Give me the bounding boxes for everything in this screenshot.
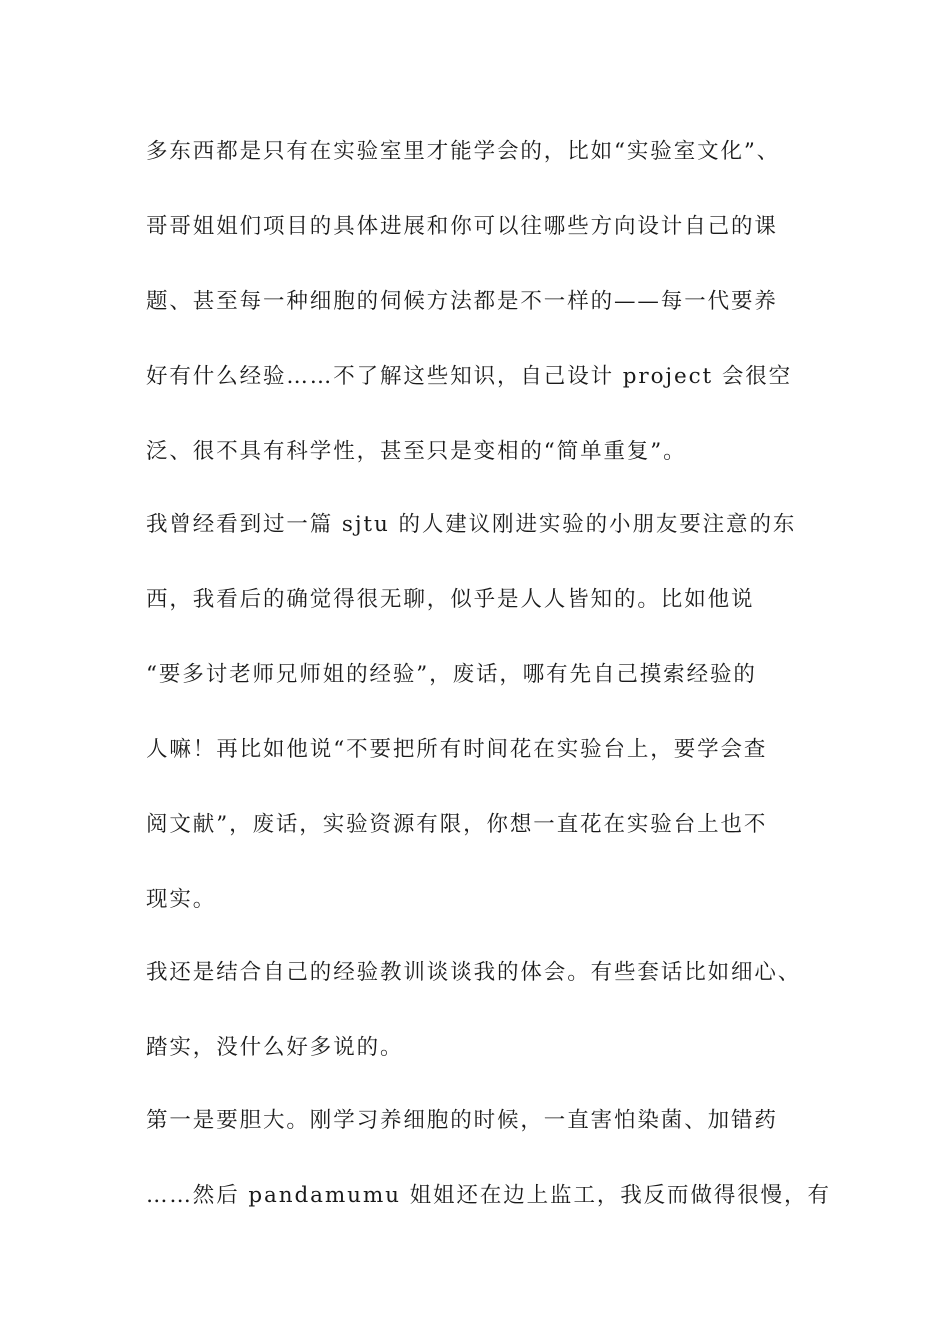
text-line: 好有什么经验……不了解这些知识，自己设计 project 会很空 [146, 364, 793, 389]
text-line: 泛、很不具有科学性，甚至只是变相的“简单重复”。 [146, 439, 687, 464]
text-line: 第一是要胆大。刚学习养细胞的时候，一直害怕染菌、加错药 [146, 1108, 778, 1133]
text-line: “要多讨老师兄师姐的经验”，废话，哪有先自己摸索经验的 [146, 662, 757, 687]
text-line: 阅文献”，废话，实验资源有限，你想一直花在实验台上也不 [146, 812, 768, 837]
text-line: 踏实，没什么好多说的。 [146, 1035, 404, 1060]
text-line: ……然后 pandamumu 姐姐还在边上监工，我反而做得很慢，有 [146, 1183, 831, 1208]
text-line: 我曾经看到过一篇 sjtu 的人建议刚进实验的小朋友要注意的东 [146, 512, 797, 537]
text-line: 我还是结合自己的经验教训谈谈我的体会。有些套话比如细心、 [146, 960, 802, 985]
text-line: 人嘛！再比如他说“不要把所有时间花在实验台上，要学会查 [146, 737, 768, 762]
text-line: 西，我看后的确觉得很无聊，似乎是人人皆知的。比如他说 [146, 587, 755, 612]
text-line: 多东西都是只有在实验室里才能学会的，比如“实验室文化”、 [146, 139, 781, 164]
text-line: 哥哥姐姐们项目的具体进展和你可以往哪些方向设计自己的课 [146, 214, 778, 239]
text-line: 题、甚至每一种细胞的伺候方法都是不一样的——每一代要养 [146, 289, 778, 314]
text-line: 现实。 [146, 887, 217, 912]
